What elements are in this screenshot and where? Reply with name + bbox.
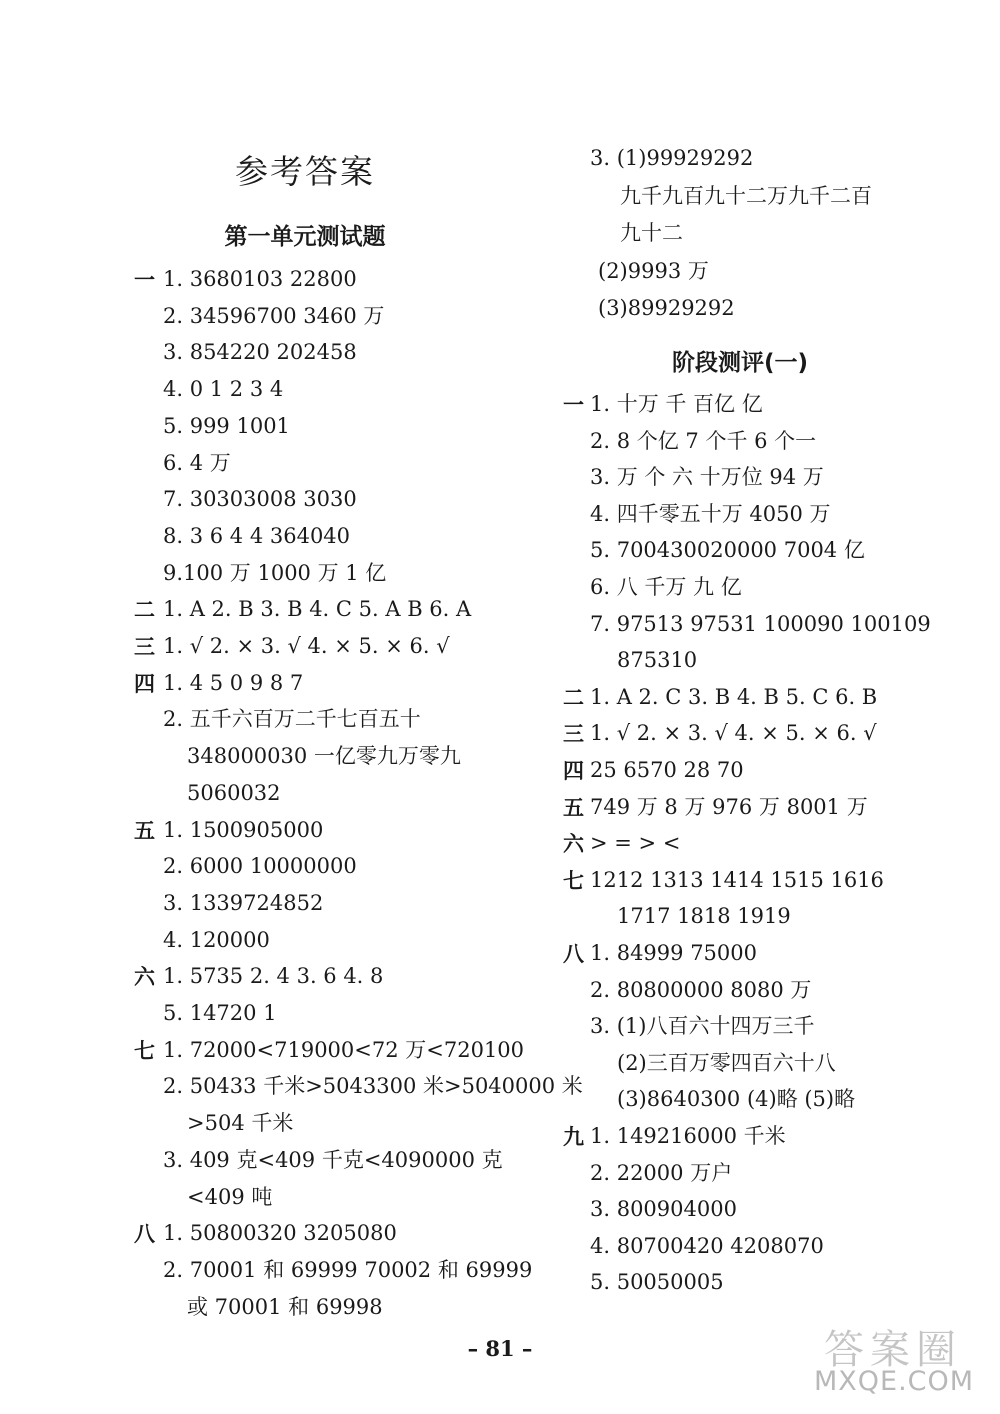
- question-number-label: 二: [134, 597, 155, 623]
- question-number-label: 五: [563, 794, 584, 820]
- answer-text: 348000030 一亿零九万零九: [187, 744, 461, 769]
- answer-text: 4. 80700420 4208070: [590, 1233, 824, 1258]
- answer-text: 9.100 万 1000 万 1 亿: [163, 560, 387, 585]
- answer-text: 3. (1)八百六十四万三千: [590, 1014, 815, 1039]
- watermark-bottom-text: MXQE.COM: [814, 1366, 975, 1397]
- answer-text: (3)8640300 (4)略 (5)略: [617, 1087, 856, 1112]
- question-number-label: 七: [134, 1037, 155, 1063]
- answer-text: 1. 149216000 千米: [590, 1124, 786, 1148]
- question-number-label: 一: [563, 392, 584, 417]
- question-number-label: 九: [563, 1124, 584, 1149]
- answer-text: 1212 1313 1414 1515 1616: [590, 867, 884, 892]
- answer-text: 5. 700430020000 7004 亿: [590, 538, 865, 563]
- page-number: – 81 –: [467, 1336, 533, 1361]
- right-top-line: 九千九百九十二万九千二百: [620, 183, 872, 208]
- answer-text: 1. 十万 千 百亿 亿: [590, 392, 763, 416]
- answer-text: 1. A 2. C 3. B 4. B 5. C 6. B: [590, 684, 878, 709]
- answer-text: 2. 22000 万户: [590, 1160, 733, 1185]
- question-number-label: 六: [134, 964, 155, 990]
- answer-text: 1. 3680103 22800: [163, 267, 357, 291]
- right-top-line: 九十二: [620, 221, 683, 245]
- answer-text: 1. 72000<719000<72 万<720100: [163, 1037, 525, 1062]
- answer-text: 5060032: [187, 780, 281, 805]
- question-number-label: 八: [134, 1221, 155, 1247]
- answer-text: 1. 84999 75000: [590, 941, 757, 965]
- question-number-label: 一: [134, 267, 155, 292]
- answer-text: 4. 四千零五十万 4050 万: [590, 501, 831, 526]
- answer-text: 1. A 2. B 3. B 4. C 5. A B 6. A: [163, 597, 472, 622]
- answer-text: 1717 1818 1919: [617, 904, 791, 929]
- stage-test-title: 阶段测评(一): [671, 350, 809, 376]
- answer-text: 或 70001 和 69998: [187, 1294, 383, 1319]
- answer-text: 25 6570 28 70: [590, 758, 744, 782]
- answer-text: 6. 4 万: [163, 450, 231, 475]
- question-number-label: 八: [563, 941, 584, 966]
- answer-text: 2. 50433 千米>5043300 米>5040000 米: [163, 1074, 583, 1099]
- answer-text: 5. 999 1001: [163, 413, 290, 438]
- answer-text: 1. 50800320 3205080: [163, 1221, 397, 1246]
- answer-text: 4. 0 1 2 3 4: [163, 377, 284, 402]
- answer-text: > = > <: [590, 831, 681, 856]
- answer-text: 6. 八 千万 九 亿: [590, 575, 742, 599]
- answer-text: >504 千米: [187, 1111, 294, 1136]
- answer-text: (2)三百万零四百六十八: [617, 1050, 836, 1075]
- question-number-label: 四: [134, 670, 155, 696]
- answer-text: 5. 14720 1: [163, 1001, 277, 1025]
- answer-text: 8. 3 6 4 4 364040: [163, 523, 351, 548]
- answer-text: 4. 120000: [163, 927, 270, 952]
- answer-text: 749 万 8 万 976 万 8001 万: [590, 794, 868, 819]
- question-number-label: 三: [563, 721, 584, 747]
- answer-text: 7. 97513 97531 100090 100109: [590, 611, 931, 636]
- answer-text: 3. 1339724852: [163, 890, 324, 915]
- answer-text: 875310: [617, 648, 698, 673]
- answer-text: 2. 8 个亿 7 个千 6 个一: [590, 428, 817, 453]
- unit-test-title: 第一单元测试题: [224, 224, 386, 250]
- answer-text: 2. 34596700 3460 万: [163, 303, 385, 328]
- watermark-logo: [802, 1318, 994, 1406]
- page-title: 参考答案: [235, 152, 375, 191]
- watermark-top-text: 答案圈: [824, 1327, 962, 1373]
- answer-text: 3. 万 个 六 十万位 94 万: [590, 465, 824, 490]
- question-number-label: 二: [563, 684, 584, 710]
- answer-text: 1. 4 5 0 9 8 7: [163, 670, 304, 695]
- answer-text: 2. 80800000 8080 万: [590, 977, 812, 1002]
- answer-text: 2. 70001 和 69999 70002 和 69999: [163, 1257, 533, 1282]
- right-top-line: (3)89929292: [598, 296, 735, 320]
- answer-text: 3. 409 克<409 千克<4090000 克: [163, 1147, 503, 1172]
- answer-text: 5. 50050005: [590, 1270, 724, 1295]
- question-number-label: 六: [563, 831, 584, 857]
- question-number-label: 五: [134, 817, 155, 843]
- answer-text: 7. 30303008 3030: [163, 487, 357, 512]
- answer-text: 2. 6000 10000000: [163, 854, 357, 879]
- answer-text: 3. 854220 202458: [163, 340, 357, 365]
- answer-text: 1. 5735 2. 4 3. 6 4. 8: [163, 964, 384, 989]
- question-number-label: 三: [134, 634, 155, 659]
- answer-text: 1. 1500905000: [163, 817, 324, 842]
- answer-text: <409 吨: [187, 1184, 273, 1209]
- right-top-line: 3. (1)99929292: [590, 146, 754, 170]
- answer-text: 1. √ 2. × 3. √ 4. × 5. × 6. √: [590, 721, 877, 746]
- question-number-label: 七: [563, 867, 584, 893]
- answer-text: 3. 800904000: [590, 1197, 737, 1222]
- answer-text: 2. 五千六百万二千七百五十: [163, 707, 421, 732]
- answer-text: 1. √ 2. × 3. √ 4. × 5. × 6. √: [163, 634, 450, 658]
- question-number-label: 四: [563, 758, 584, 783]
- right-top-line: (2)9993 万: [598, 258, 709, 283]
